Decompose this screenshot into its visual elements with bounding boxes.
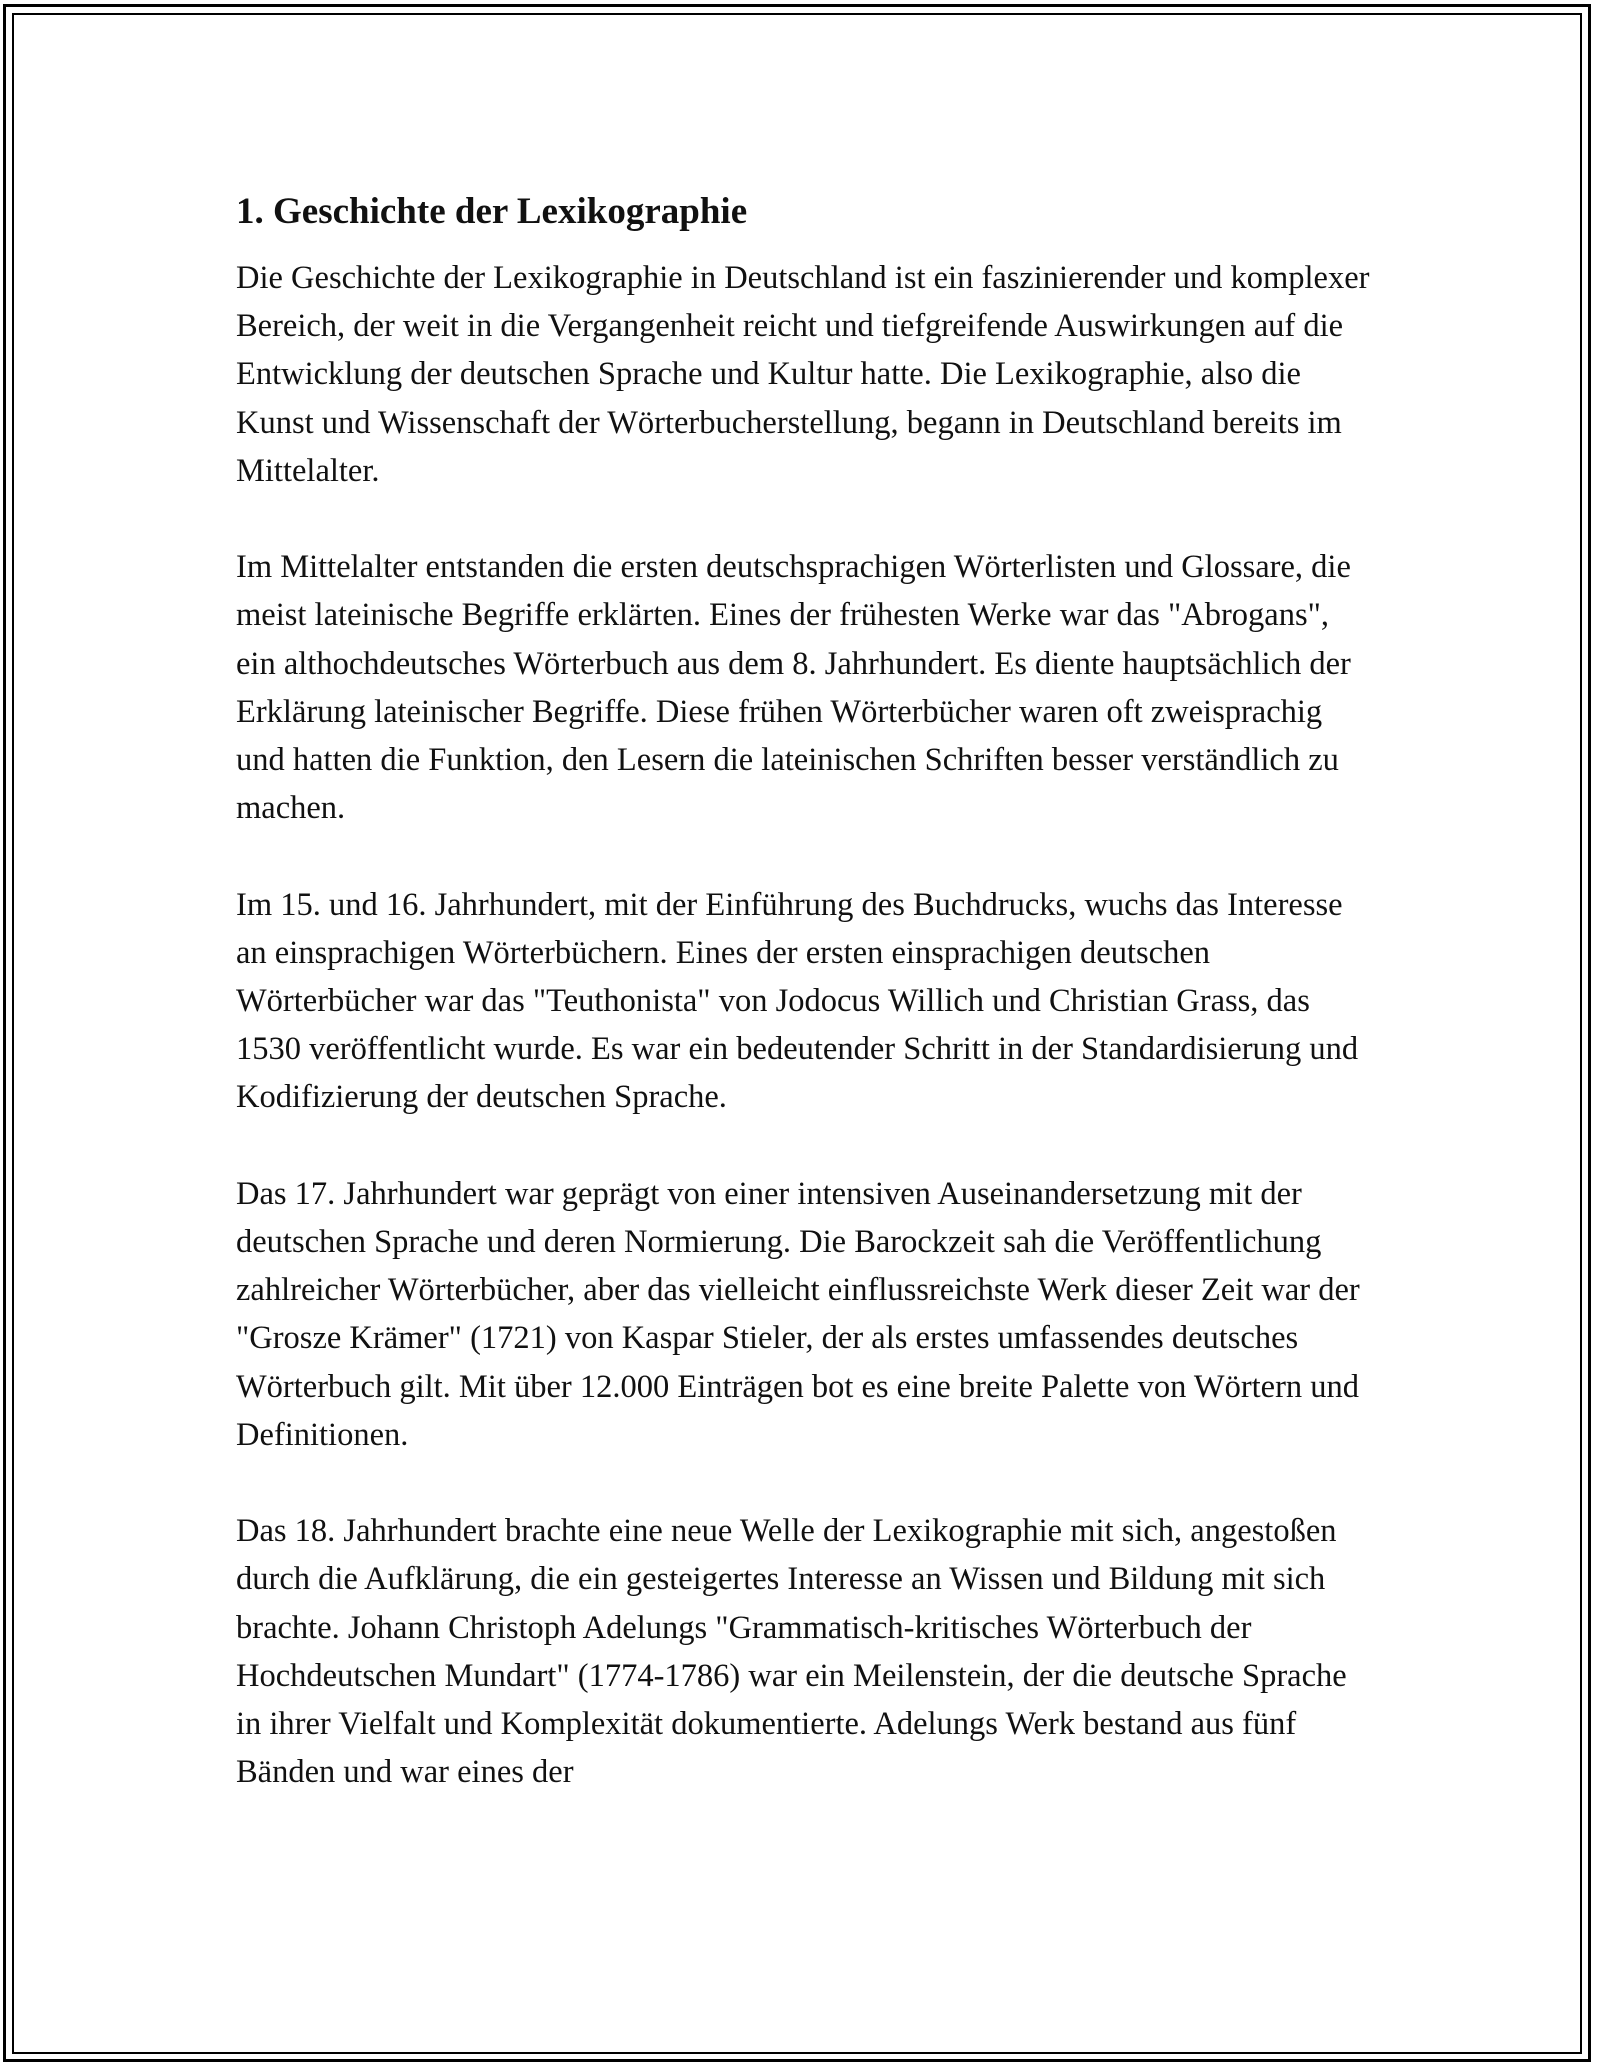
section-heading: 1. Geschichte der Lexikographie bbox=[236, 191, 748, 232]
paragraph-2: Im Mittelalter entstanden die ersten deutschsprachigen Wörterlisten und Glossare, die meist lateinische Begriffe erklärten. Eines der frühesten Werke war das "Abrogans", ein althochdeutsches Wörterbuch aus dem 8. Jahrhundert. Es diente hauptsächlich der Erklärung lateinischer Begriffe. Diese frühen Wörterbücher waren oft zweisprachig und hatten die Funktion, den Lesern die lateinischen Schriften besser verständlich zu machen. bbox=[236, 549, 1351, 827]
paragraph-5: Das 18. Jahrhundert brachte eine neue Welle der Lexikographie mit sich, angestoßen durch die Aufklärung, die ein gesteigertes Interesse an Wissen und Bildung mit sich brachte. Johann Christoph Adelungs "Grammatisch-kritisches Wörterbuch der Hochdeutschen Mundart" (1774-1786) war ein Meilenstein, der die deutsche Sprache in ihrer Vielfalt und Komplexität dokumentierte. Adelungs Werk bestand aus fünf Bänden und war eines der bbox=[236, 1513, 1347, 1791]
document-body bbox=[236, 186, 1376, 1845]
paragraph-1: Die Geschichte der Lexikographie in Deutschland ist ein faszinierender und komplexer Bereich, der weit in die Vergangenheit reicht und tiefgreifende Auswirkungen auf die Entwicklung der deutschen Sprache und Kultur hatte. Die Lexikographie, also die Kunst und Wissenschaft der Wörterbucherstellung, begann in Deutschland bereits im Mittelalter. bbox=[236, 260, 1370, 489]
paragraph-4: Das 17. Jahrhundert war geprägt von einer intensiven Auseinandersetzung mit der deutschen Sprache und deren Normierung. Die Barockzeit sah die Veröffentlichung zahlreicher Wörterbücher, aber das vielleicht einflussreichste Werk dieser Zeit war der "Grosze Krämer" (1721) von Kaspar Stieler, der als erstes umfassendes deutsches Wörterbuch gilt. Mit über 12.000 Einträgen bot es eine breite Palette von Wörtern und Definitionen. bbox=[236, 1175, 1360, 1453]
paragraph-3: Im 15. und 16. Jahrhundert, mit der Einführung des Buchdrucks, wuchs das Interesse an einsprachigen Wörterbüchern. Eines der ersten einsprachigen deutschen Wörterbücher war das "Teuthonista" von Jodocus Willich und Christian Grass, das 1530 veröffentlicht wurde. Es war ein bedeutender Schritt in der Standardisierung und Kodifizierung der deutschen Sprache. bbox=[236, 886, 1359, 1116]
